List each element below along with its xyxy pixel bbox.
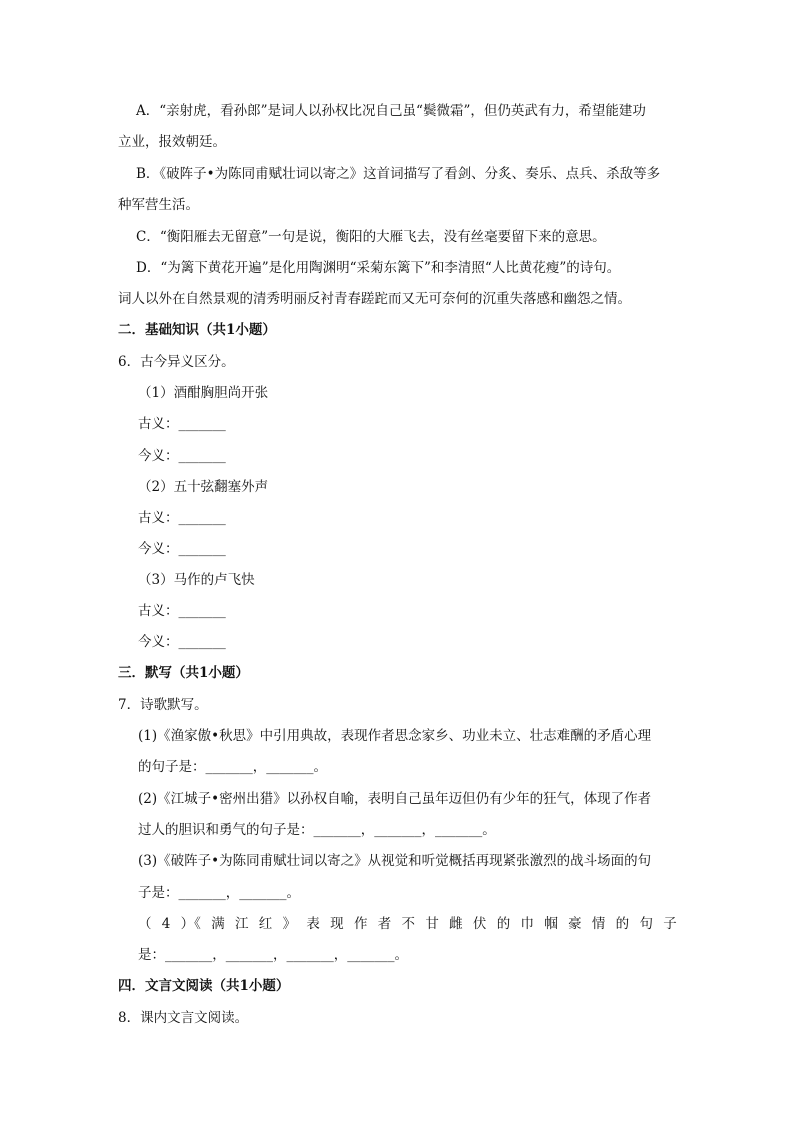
q6-item-2-phrase: （2）五十弦翻塞外声 <box>138 479 269 495</box>
q6-item-2-ancient: 古义：_______ <box>138 510 226 526</box>
question-7: 7．诗歌默写。 <box>118 697 208 713</box>
option-a-line-2: 立业，报效朝廷。 <box>118 134 226 150</box>
option-d-line-2: 词人以外在自然景观的清秀明丽反衬青春蹉跎而又无可奈何的沉重失落感和幽怨之情。 <box>118 291 631 307</box>
q6-item-3-phrase: （3）马作的卢飞快 <box>138 572 255 588</box>
option-a-line-1: A．“亲射虎，看孙郎”是词人以孙权比况自己虽“鬓微霜”，但仍英武有力，希望能建功 <box>136 103 646 119</box>
section-heading-classical-reading: 四．文言文阅读（共1小题） <box>118 978 290 994</box>
q7-part-3-line-2: 子是：_______，_______。 <box>138 885 300 901</box>
q6-item-2-modern: 今义：_______ <box>138 541 226 557</box>
option-c-line-1: C．“衡阳雁去无留意”一句是说，衡阳的大雁飞去，没有丝毫要留下来的意思。 <box>136 229 606 245</box>
section-heading-basic-knowledge: 二．基础知识（共1小题） <box>118 322 276 338</box>
q6-item-1-ancient: 古义：_______ <box>138 416 226 432</box>
option-b-line-1: B．《破阵子•为陈同甫赋壮词以寄之》这首词描写了看剑、分炙、奏乐、点兵、杀敌等多 <box>136 166 661 182</box>
question-6: 6．古今异义区分。 <box>118 354 235 370</box>
q6-item-3-ancient: 古义：_______ <box>138 603 226 619</box>
q7-part-3-line-1: (3)《破阵子•为陈同甫赋壮词以寄之》从视觉和听觉概括再现紧张激烈的战斗场面的句 <box>138 853 652 869</box>
option-d-line-1: D．“为篱下黄花开遍”是化用陶渊明“采菊东篱下”和李清照“人比黄花瘦”的诗句。 <box>136 260 621 276</box>
question-8: 8．课内文言文阅读。 <box>118 1010 249 1026</box>
q6-item-1-modern: 今义：_______ <box>138 448 226 464</box>
q7-part-4-line-1: （ 4 ）《 满 江 红 》 表 现 作 者 不 甘 雌 伏 的 巾 帼 豪 情 的 句 子 <box>138 916 677 932</box>
section-heading-dictation: 三．默写（共1小题） <box>118 665 249 681</box>
q7-part-4-line-2: 是：_______，_______，_______，_______。 <box>138 947 408 963</box>
q7-part-1-line-2: 的句子是：_______，_______。 <box>138 759 327 775</box>
q7-part-2-line-2: 过人的胆识和勇气的句子是：_______，_______，_______。 <box>138 822 496 838</box>
q6-item-1-phrase: （1）酒酣胸胆尚开张 <box>138 385 269 401</box>
q7-part-2-line-1: (2)《江城子•密州出猎》以孙权自喻，表明自己虽年迈但仍有少年的狂气，体现了作者 <box>138 791 652 807</box>
q7-part-1-line-1: (1)《渔家傲•秋思》中引用典故，表现作者思念家乡、功业未立、壮志难酬的矛盾心理 <box>138 728 652 744</box>
option-b-line-2: 种军营生活。 <box>118 197 199 213</box>
q6-item-3-modern: 今义：_______ <box>138 634 226 650</box>
